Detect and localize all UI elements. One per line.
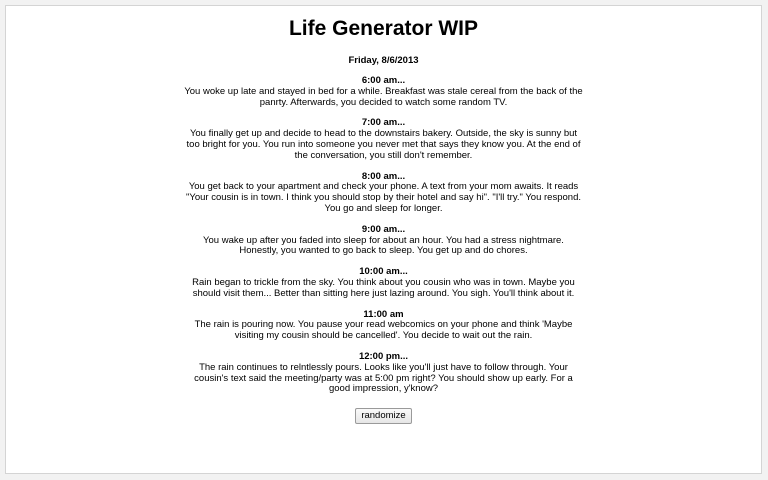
- entry-12pm: [184, 352, 584, 395]
- entry-7am: [184, 118, 584, 161]
- button-row: [184, 405, 584, 424]
- entry-time: 12:00 pm...: [358, 350, 409, 362]
- entry-text: The rain continues to relntlessly pours. Looks like you'll just have to follow through. Your cousin's text said the meeting/party was at 5:00 pm right? You should show up early. For a good impression, y'know?: [194, 361, 573, 395]
- randomize-button[interactable]: randomize: [355, 408, 411, 424]
- entry-text: You wake up after you faded into sleep for about an hour. You had a stress nightmare. Honestly, you wanted to go back to sleep. You get up and do chores.: [203, 234, 564, 257]
- main-content: [184, 17, 584, 424]
- entry-text: You finally get up and decide to head to the downstairs bakery. Outside, the sky is sunny but too bright for you. You run into someone you never met that says they know you. At the end of the conversation, you still don't remember.: [186, 128, 581, 161]
- entry-time: 11:00 am: [363, 308, 404, 320]
- page-frame: [5, 5, 762, 474]
- entry-10am: [184, 267, 584, 299]
- entry-time: 9:00 am...: [361, 223, 406, 235]
- entry-text: The rain is pouring now. You pause your read webcomics on your phone and think 'Maybe visiting my cousin should be cancelled'. You decide to wait out the rain.: [194, 319, 573, 342]
- entry-text: You woke up late and stayed in bed for a while. Breakfast was stale cereal from the back of the panrty. Afterwards, you decided to watch some random TV.: [184, 85, 583, 108]
- page-title: Life Generator WIP: [288, 17, 479, 40]
- entry-time: 7:00 am...: [361, 117, 406, 129]
- entry-time: 8:00 am...: [361, 170, 406, 182]
- entry-6am: [184, 76, 584, 108]
- entry-text: Rain began to trickle from the sky. You think about you cousin who was in town. Maybe you should visit them... Better than sitting here just lazing around. You sigh. You'll think about it.: [192, 276, 575, 299]
- entry-8am: [184, 172, 584, 215]
- entry-9am: [184, 225, 584, 257]
- entry-time: 10:00 am...: [359, 266, 408, 278]
- entry-time: 6:00 am...: [361, 75, 406, 86]
- date-heading: Friday, 8/6/2013: [348, 55, 419, 66]
- entry-11am: [184, 310, 584, 342]
- entry-text: You get back to your apartment and check your phone. A text from your mom awaits. It reads "Your cousin is in town. I think you should stop by their hotel and say hi". "I'll try." You respond. You go and sleep for longer.: [185, 181, 581, 214]
